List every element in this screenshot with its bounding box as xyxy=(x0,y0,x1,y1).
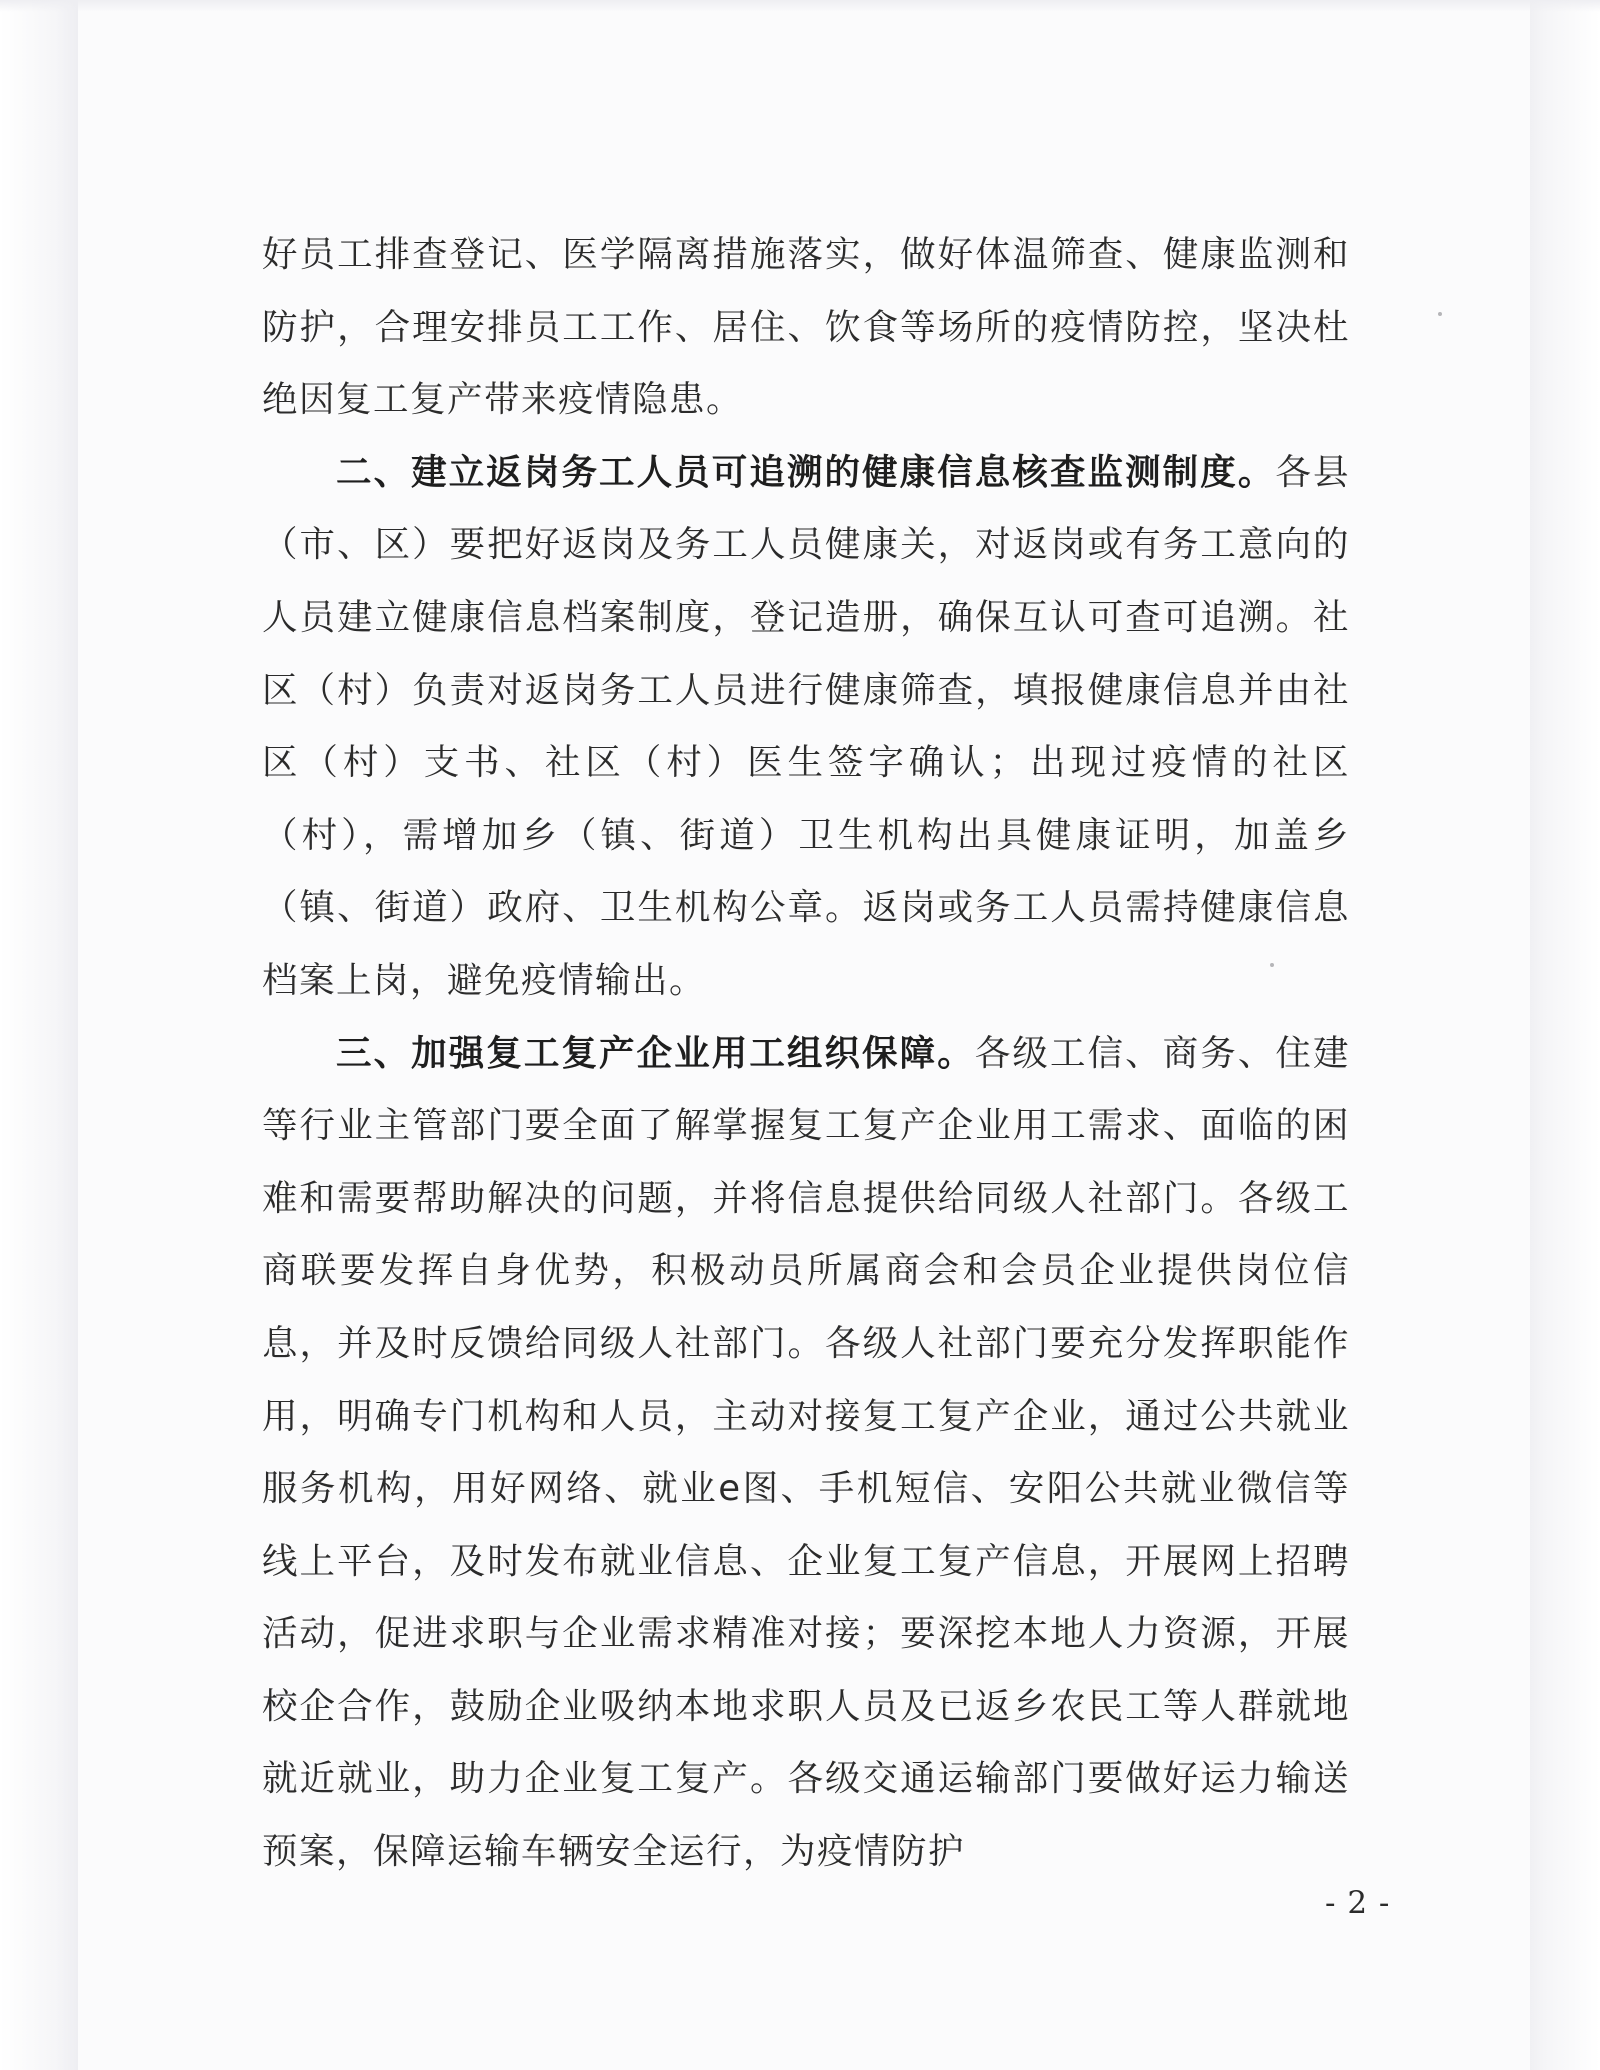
paragraph-continuation: 好员工排查登记、医学隔离措施落实，做好体温筛查、健康监测和防护，合理安排员工工作、居住、饮食等场所的疫情防控，坚决杜绝因复工复产带来疫情隐患。 xyxy=(262,234,1350,421)
scan-top-edge-shadow xyxy=(0,0,1600,12)
document-body xyxy=(262,219,1350,1889)
scan-left-edge-shadow xyxy=(0,0,78,2070)
paragraph-section-2 xyxy=(262,437,1350,1018)
scan-speck xyxy=(1270,963,1274,967)
page-number: - 2 - xyxy=(1325,1885,1391,1921)
paragraph-section-3 xyxy=(262,1018,1350,1889)
scan-right-edge-shadow xyxy=(1530,0,1600,2070)
scan-speck xyxy=(1438,312,1442,316)
section-2-body: 各县（市、区）要把好返岗及务工人员健康关，对返岗或有务工意向的人员建立健康信息档案制度，登记造册，确保互认可查可追溯。社区（村）负责对返岗务工人员进行健康筛查，填报健康信息并由社区（村）支书、社区（村）医生签字确认；出现过疫情的社区（村），需增加乡（镇、街道）卫生机构出具健康证明，加盖乡（镇、街道）政府、卫生机构公章。返岗或务工人员需持健康信息档案上岗，避免疫情输出。 xyxy=(262,451,1350,1001)
section-3-body: 各级工信、商务、住建等行业主管部门要全面了解掌握复工复产企业用工需求、面临的困难和需要帮助解决的问题，并将信息提供给同级人社部门。各级工商联要发挥自身优势，积极动员所属商会和会员企业提供岗位信息，并及时反馈给同级人社部门。各级人社部门要充分发挥职能作用，明确专门机构和人员，主动对接复工复产企业，通过公共就业服务机构，用好网络、就业e图、手机短信、安阳公共就业微信等线上平台，及时发布就业信息、企业复工复产信息，开展网上招聘活动，促进求职与企业需求精准对接；要深挖本地人力资源，开展校企合作，鼓励企业吸纳本地求职人员及已返乡农民工等人群就地就近就业，助力企业复工复产。各级交通运输部门要做好运力输送预案，保障运输车辆安全运行，为疫情防护 xyxy=(262,1032,1350,1873)
section-3-heading: 三、加强复工复产企业用工组织保障。 xyxy=(336,1032,975,1074)
section-2-heading: 二、建立返岗务工人员可追溯的健康信息核查监测制度。 xyxy=(336,451,1276,493)
